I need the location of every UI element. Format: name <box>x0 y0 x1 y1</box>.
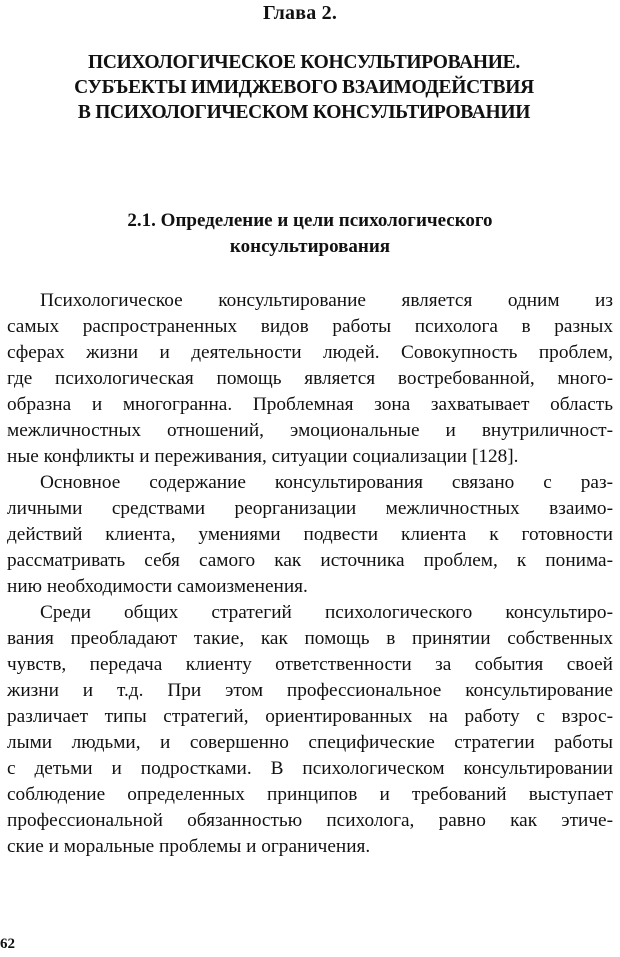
text-line: где психологическая помощь является востребованной, много- <box>7 368 613 389</box>
body-text <box>7 288 613 860</box>
chapter-title-line: В ПСИХОЛОГИЧЕСКОМ КОНСУЛЬТИРОВАНИИ <box>77 102 531 123</box>
text-line: ные конфликты и переживания, ситуации социализации [128]. <box>7 446 519 467</box>
paragraph <box>7 470 613 600</box>
text-line: Основное содержание консультирования связано с раз- <box>40 472 613 493</box>
paragraph <box>7 600 613 860</box>
section-title <box>60 208 560 260</box>
text-line: Психологическое консультирование является одним из <box>40 290 613 311</box>
text-line: межличностных отношений, эмоциональные и внутриличност- <box>7 420 613 441</box>
text-line: ские и моральные проблемы и ограничения. <box>7 836 371 857</box>
text-line: жизни и т.д. При этом профессиональное консультирование <box>7 680 613 701</box>
text-line: нию необходимости самоизменения. <box>7 576 308 597</box>
text-line: действий клиента, умениями подвести клиента к готовности <box>7 524 613 545</box>
chapter-title-line: СУБЪЕКТЫ ИМИДЖЕВОГО ВЗАИМОДЕЙСТВИЯ <box>74 77 534 98</box>
text-line: сферах жизни и деятельности людей. Совокупность проблем, <box>7 342 613 363</box>
text-line: профессиональной обязанностью психолога, равно как этиче- <box>7 810 613 831</box>
chapter-label: Глава 2. <box>262 2 338 24</box>
chapter-title <box>8 50 600 125</box>
chapter-title-line: ПСИХОЛОГИЧЕСКОЕ КОНСУЛЬТИРОВАНИЕ. <box>88 52 520 73</box>
text-line: самых распространенных видов работы психолога в разных <box>7 316 613 337</box>
text-line: вания преобладают такие, как помощь в принятии собственных <box>7 628 613 649</box>
text-line: лыми людьми, и совершенно специфические стратегии работы <box>7 732 613 753</box>
text-line: Среди общих стратегий психологического консультиро- <box>40 602 613 623</box>
text-line: рассматривать себя самого как источника проблем, к понима- <box>7 550 613 571</box>
text-line: личными средствами реорганизации межличностных взаимо- <box>7 498 613 519</box>
text-line: соблюдение определенных принципов и требований выступает <box>7 784 613 805</box>
paragraph <box>7 288 613 470</box>
section-title-line: 2.1. Определение и цели психологического <box>127 210 493 231</box>
text-line: чувств, передача клиенту ответственности за события своей <box>7 654 613 675</box>
section-title-line: консультирования <box>229 236 391 257</box>
page-number: 62 <box>0 936 15 952</box>
text-line: с детьми и подростками. В психологическом консультировании <box>7 758 613 779</box>
text-line: образна и многогранна. Проблемная зона захватывает область <box>7 394 613 415</box>
text-line: различает типы стратегий, ориентированных на работу с взрос- <box>7 706 613 727</box>
